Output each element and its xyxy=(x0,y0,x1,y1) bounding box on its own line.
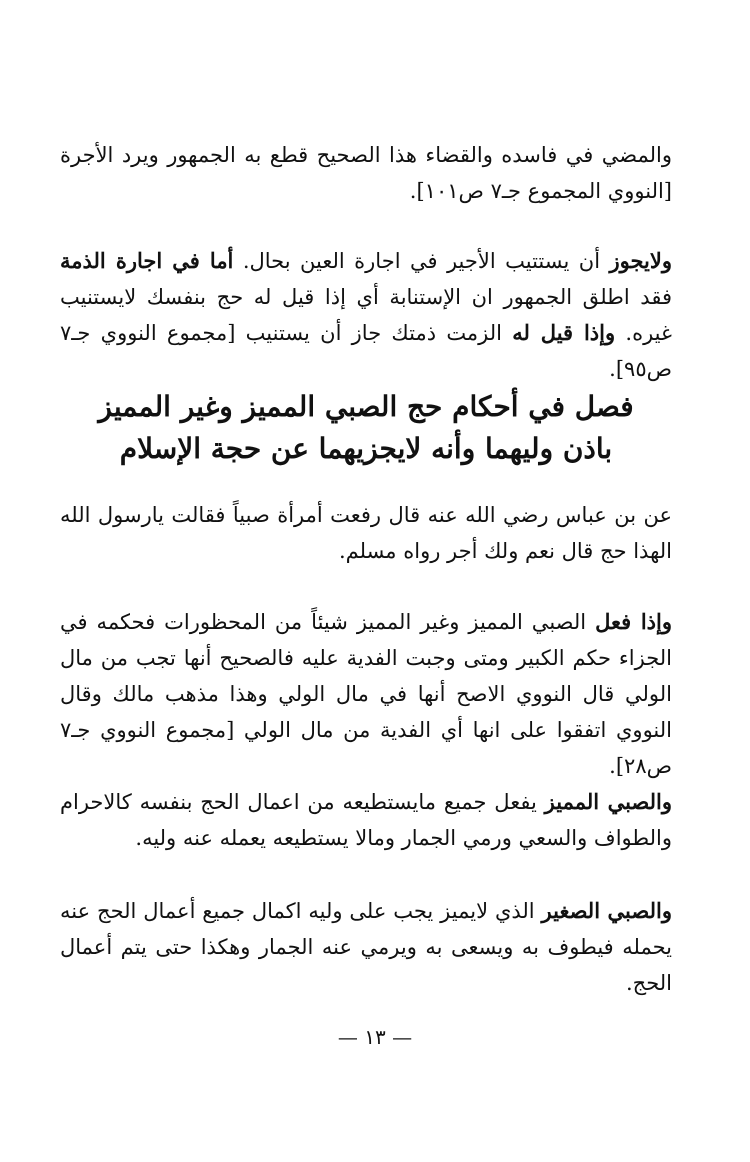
paragraph-4 xyxy=(60,604,672,784)
p2-bold-2: أما في اجارة الذمة xyxy=(60,248,234,273)
paragraph-3 xyxy=(60,497,672,569)
p4-bold-1: وإذا فعل xyxy=(595,609,672,634)
p5-text-1: يفعل جميع مايستطيعه من اعمال الحج بنفسه كالاحرام والطواف والسعي ورمي الجمار ومالا يستطيعه يعمله عنه وليه. xyxy=(60,790,672,850)
p2-bold-1: ولايجوز xyxy=(609,248,673,273)
section-heading-line-1: فصل في أحكام حج الصبي المميز وغير المميز xyxy=(98,390,634,423)
p2-bold-3: وإذا قيل له xyxy=(512,320,616,345)
p4-text-1: الصبي المميز وغير المميز شيئاً من المحظورات فحكمه في الجزاء حكم الكبير ومتى وجبت الفدية عليه فالصحيح أنها تجب من مال الولي قال النووي الاصح أنها في مال الولي وهذا مذهب مالك وقال النووي اتفقوا على انها أي الفدية من مال الولي [مجموع النووي جـ٧ ص٢٨]. xyxy=(60,610,672,778)
p2-text-3: الزمت ذمتك جاز أن يستنيب [مجموع النووي جـ٧ ص٩٥]. xyxy=(60,321,672,381)
paragraph-1 xyxy=(60,137,672,209)
section-heading xyxy=(60,386,672,470)
paragraph-2 xyxy=(60,243,672,387)
p3-text: عن بن عباس رضي الله عنه قال رفعت أمرأة صبياً فقالت يارسول الله الهذا حج قال نعم ولك أجر رواه مسلم. xyxy=(60,503,672,563)
p1-text: والمضي في فاسده والقضاء هذا الصحيح قطع به الجمهور ويرد الأجرة [النووي المجموع جـ٧ ص١٠١]. xyxy=(60,143,672,203)
page-number: — ١٣ — xyxy=(337,1025,413,1049)
p2-text-1: أن يستتيب الأجير في اجارة العين بحال. xyxy=(233,249,610,273)
p5-bold-1: والصبي المميز xyxy=(544,789,672,814)
paragraph-6 xyxy=(60,893,672,1001)
section-heading-line-2: باذن وليهما وأنه لايجزيهما عن حجة الإسلام xyxy=(119,432,613,465)
p6-bold-1: والصبي الصغير xyxy=(541,898,672,923)
paragraph-5 xyxy=(60,784,672,856)
p6-text-1: الذي لايميز يجب على وليه اكمال جميع أعمال الحج عنه يحمله فيطوف به ويسعى به ويرمي عنه الجمار وهكذا حتى يتم أعمال الحج. xyxy=(60,899,672,995)
p2-text-2: فقد اطلق الجمهور ان الإستنابة أي إذا قيل له حج بنفسك لايستنيب غيره. xyxy=(60,285,672,345)
